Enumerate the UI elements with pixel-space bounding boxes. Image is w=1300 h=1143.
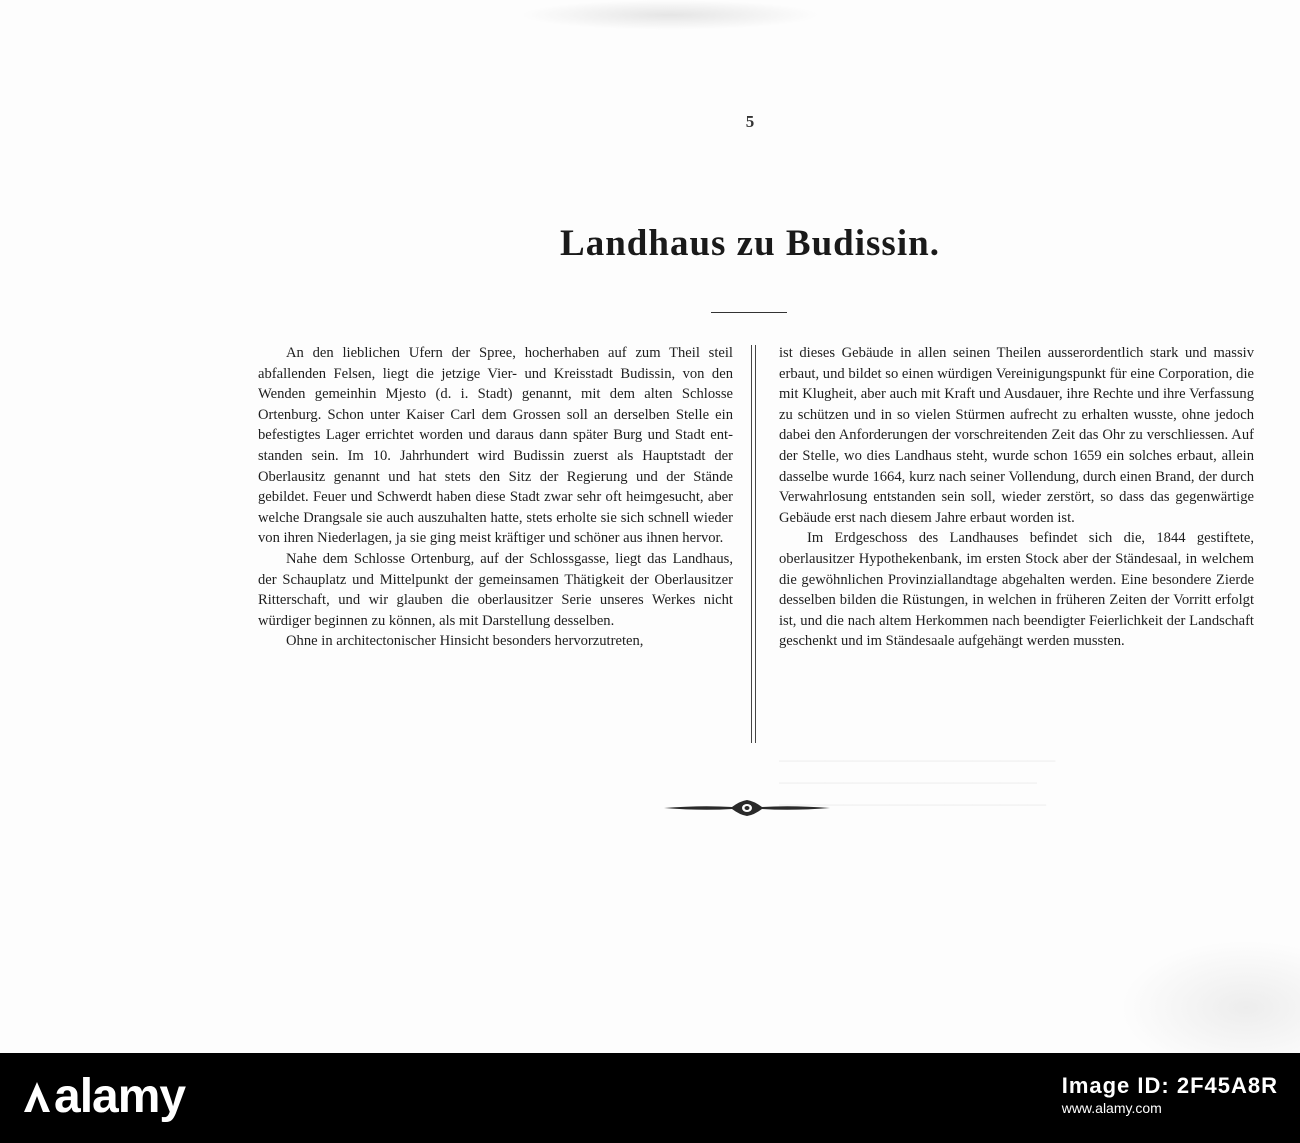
paper-stain: [520, 0, 820, 30]
page-number: 5: [745, 112, 755, 131]
paragraph: ist dieses Gebäude in allen seinen Theilen ausserordentlich stark und massiv erbaut, und bildet so einen würdigen Vereinigungspunkt für eine Corporation, die mit Klugheit, aber auch mit Kraft und Ausdauer, ihre Rechte und ihre Verfassung zu schützen und in so vielen Stürmen aufrecht zu erhalten wusste, ohne jedoch dabei den Anforderungen der vorschreitenden Zeit das Ohr zu verschliessen. Auf der Stelle, wo dies Landhaus steht, wurde schon 1659 ein solches erbaut, allein dasselbe wurde 1664, kurz nach seiner Vollendung, durch einen Brand, der durch Verwahrlosung entstanden sein soll, wieder zerstört, so dass das gegenwärtige Gebäude erst nach diesem Jahre erbaut worden ist.: [779, 345, 1254, 526]
paragraph: An den lieblichen Ufern der Spree, hocherhaben auf zum Theil steil abfallenden Felsen, liegt die jetzige Vier- und Kreisstadt Budissin, von den Wenden gemeinhin Mjesto (d. i. Stadt) genannt, mit dem alten Schlosse Ortenburg. Schon unter Kaiser Carl dem Grossen soll an derselben Stelle ein befestigtes Lager errichtet worden und daraus dann später Burg und Stadt entstanden sein. Im 10. Jahrhundert wird Budissin zuerst als Hauptstadt der Oberlausitz genannt und hat stets den Sitz der Regierung und der Stände gebildet. Feuer und Schwerdt haben diese Stadt zwar sehr oft heimgesucht, aber welche Drangsale sie auch auszuhalten hatte, stets erholte sie sich schnell wieder von ihren Niederlagen, ja sie ging meist kräftiger und schöner aus ihnen hervor.: [258, 345, 733, 547]
column-divider: [751, 345, 756, 743]
watermark-footer: [0, 1053, 1300, 1143]
left-column: [258, 343, 733, 652]
fleuron-ornament-icon: [662, 797, 832, 819]
image-id: Image ID: 2F45A8R: [1061, 1073, 1278, 1098]
paper-stain: [1120, 940, 1300, 1053]
paragraph: Im Erdgeschoss des Landhauses befindet sich die, 1844 gestiftete, oberlausitzer Hypothekenbank, im ersten Stock aber der Ständesaal, in welchem die gewöhnlichen Provinziallandtage abgehalten werden. Eine besondere Zierde desselben bilden die Rüstungen, in welchen in früheren Zeiten der Vorritt erfolgt ist, und die nach altem Herkommen nach beendigter Feierlichkeit der Landschaft geschenkt und im Ständesaale aufgehängt werden mussten.: [779, 530, 1254, 650]
alamy-logo-text: alamy: [54, 1070, 186, 1123]
right-column: [779, 343, 1254, 652]
paragraph: Ohne in architectonischer Hinsicht besonders hervorzutreten,: [286, 633, 644, 650]
alamy-a-icon: [22, 1080, 52, 1114]
site-url: www.alamy.com: [1061, 1100, 1162, 1116]
page-title: Landhaus zu Budissin.: [560, 223, 940, 264]
alamy-logo: [22, 1069, 185, 1124]
paragraph: Nahe dem Schlosse Ortenburg, auf der Schlossgasse, liegt das Landhaus, der Schauplatz und Mittelpunkt der gemeinsamen Thätigkeit der Oberlausitzer Ritterschaft, und wir glauben die oberlausitzer Serie unseres Werkes nicht würdiger beginnen zu können, als mit Darstellung desselben.: [258, 550, 733, 629]
image-meta: [1062, 1075, 1278, 1119]
show-through-text: ────────────────────────────── ──────────────────────────── ─────────────────────────────: [779, 753, 1056, 812]
title-rule: [711, 312, 787, 313]
